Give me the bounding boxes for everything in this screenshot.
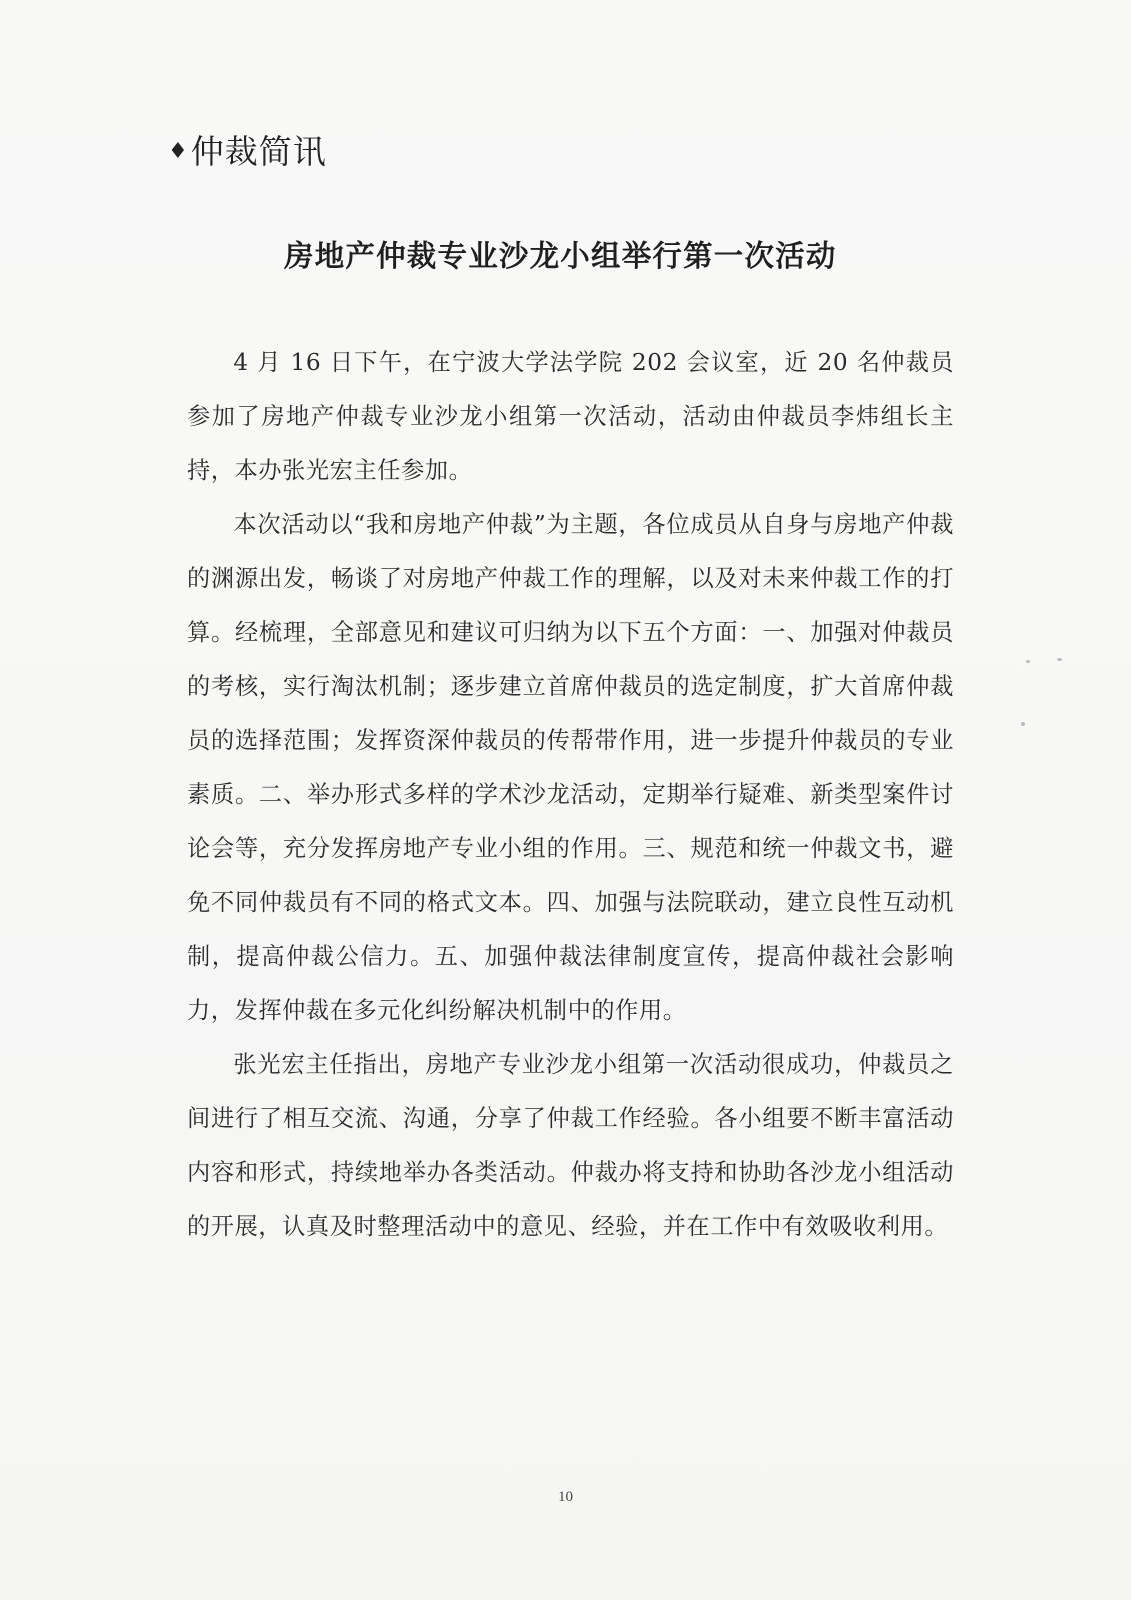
scan-speck: [1021, 722, 1025, 726]
paragraph: 张光宏主任指出，房地产专业沙龙小组第一次活动很成功，仲裁员之间进行了相互交流、沟通，分享了仲裁工作经验。各小组要不断丰富活动内容和形式，持续地举办各类活动。仲裁办将支持和协助各沙龙小组活动的开展，认真及时整理活动中的意见、经验，并在工作中有效吸收利用。: [187, 1051, 954, 1240]
article-body: [187, 336, 954, 1254]
scan-speck: [1026, 660, 1030, 663]
paragraph: 4 月 16 日下午，在宁波大学法学院 202 会议室，近 20 名仲裁员参加了房地产仲裁专业沙龙小组第一次活动，活动由仲裁员李炜组长主持，本办张光宏主任参加。: [187, 349, 954, 484]
section-heading: [168, 126, 327, 173]
scan-speck: [1057, 658, 1062, 661]
paragraph: 本次活动以“我和房地产仲裁”为主题，各位成员从自身与房地产仲裁的渊源出发，畅谈了对房地产仲裁工作的理解，以及对未来仲裁工作的打算。经梳理，全部意见和建议可归纳为以下五个方面：一、加强对仲裁员的考核，实行淘汰机制；逐步建立首席仲裁员的选定制度，扩大首席仲裁员的选择范围；发挥资深仲裁员的传帮带作用，进一步提升仲裁员的专业素质。二、举办形式多样的学术沙龙活动，定期举行疑难、新类型案件讨论会等，充分发挥房地产专业小组的作用。三、规范和统一仲裁文书，避免不同仲裁员有不同的格式文本。四、加强与法院联动，建立良性互动机制，提高仲裁公信力。五、加强仲裁法律制度宣传，提高仲裁社会影响力，发挥仲裁在多元化纠纷解决机制中的作用。: [187, 511, 954, 1024]
diamond-bullet-icon: ♦: [168, 139, 189, 164]
section-heading-label: 仲裁简讯: [190, 132, 327, 171]
article-title: 房地产仲裁专业沙龙小组举行第一次活动: [284, 239, 837, 273]
page-number: 10: [558, 1489, 573, 1505]
